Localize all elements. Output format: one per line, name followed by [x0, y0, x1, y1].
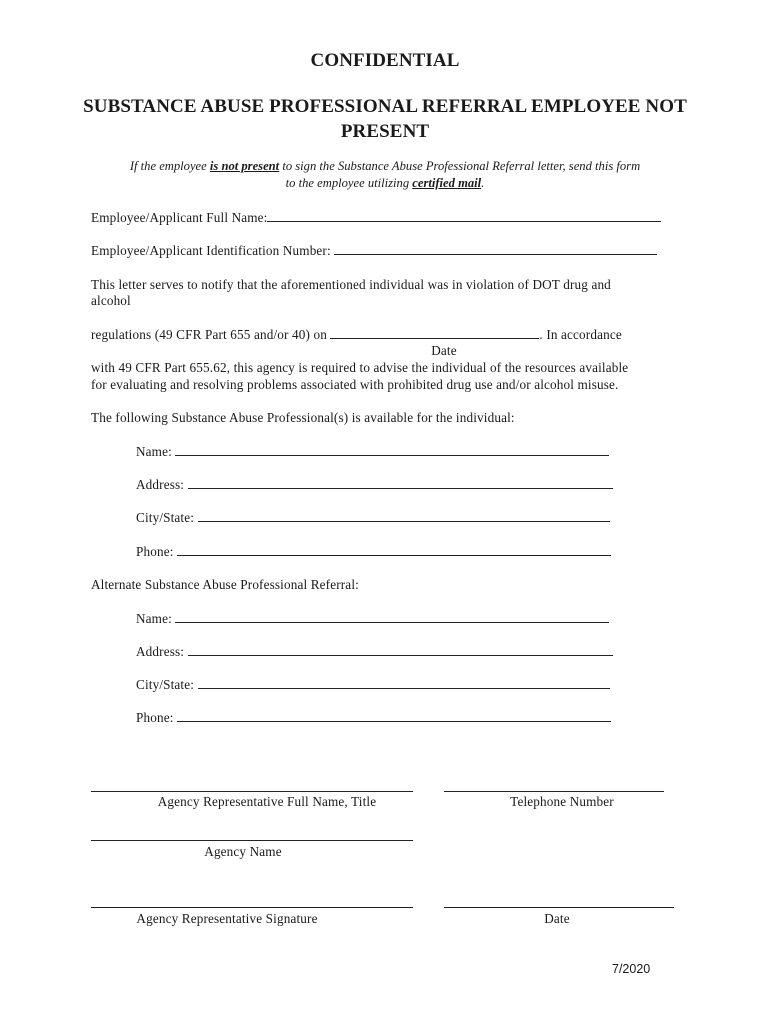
sap-address-input-line[interactable] — [188, 477, 613, 489]
alt-sap-address-input-line[interactable] — [188, 644, 613, 656]
regulations-paragraph-line2: with 49 CFR Part 655.62, this agency is required to advise the individual of the resources available — [91, 360, 629, 375]
alt-sap-name-input-line[interactable] — [175, 611, 609, 623]
sap-city-state-row — [136, 510, 610, 526]
alt-sap-city-state-label: City/State: — [136, 677, 195, 692]
alt-sap-city-state-row — [136, 677, 610, 693]
sap-city-state-label: City/State: — [136, 510, 195, 525]
intro-emphasis-certified-mail: certified mail — [412, 176, 482, 190]
sap-intro: The following Substance Abuse Professional(s) is available for the individual: — [91, 410, 515, 425]
regulations-line — [91, 327, 622, 343]
intro-emphasis-not-present: is not present — [209, 159, 280, 173]
alt-sap-phone-input-line[interactable] — [177, 710, 611, 722]
document-title: CONFIDENTIAL — [310, 50, 460, 71]
document-subtitle-line1: SUBSTANCE ABUSE PROFESSIONAL REFERRAL EMPLOYEE NOT — [83, 96, 687, 117]
telephone-line[interactable] — [444, 791, 664, 792]
document-subtitle-line2: PRESENT — [340, 121, 430, 142]
regulations-text: regulations (49 CFR Part 655 and/or 40) on — [91, 327, 331, 342]
revision-date: 7/2020 — [612, 962, 651, 976]
intro-text: to sign the Substance Abuse Professional Referral letter, send this form — [279, 159, 641, 173]
intro-text: If the employee — [129, 159, 210, 173]
intro-text: to the employee utilizing — [285, 176, 413, 190]
signature-date-caption: Date — [544, 911, 570, 926]
sap-city-state-input-line[interactable] — [198, 510, 610, 522]
rep-signature-line[interactable] — [91, 907, 413, 908]
alt-sap-address-label: Address: — [136, 644, 185, 659]
regulations-paragraph-line3: for evaluating and resolving problems associated with prohibited drug use and/or alcohol misuse. — [91, 377, 619, 392]
alt-sap-city-state-input-line[interactable] — [198, 677, 610, 689]
signature-date-line[interactable] — [444, 907, 674, 908]
notice-paragraph-line2: alcohol — [91, 293, 131, 308]
intro-text: . — [481, 176, 485, 190]
full-name-label: Employee/Applicant Full Name: — [91, 210, 268, 225]
notice-paragraph-line1: This letter serves to notify that the aforementioned individual was in violation of DOT drug and — [91, 277, 611, 292]
intro-line1 — [0, 159, 770, 174]
rep-name-title-line[interactable] — [91, 791, 413, 792]
regulations-text-end: . In accordance — [539, 327, 622, 342]
id-number-input-line[interactable] — [334, 243, 657, 255]
id-number-field-row — [91, 243, 657, 259]
sap-name-input-line[interactable] — [175, 444, 609, 456]
sap-phone-input-line[interactable] — [177, 544, 611, 556]
full-name-field-row — [91, 210, 661, 226]
rep-signature-caption: Agency Representative Signature — [136, 911, 318, 926]
sap-name-row — [136, 444, 609, 460]
date-caption: Date — [431, 343, 457, 358]
alt-sap-name-label: Name: — [136, 611, 172, 626]
intro-line2 — [0, 176, 770, 191]
alt-sap-address-row — [136, 644, 613, 660]
rep-name-title-caption: Agency Representative Full Name, Title — [157, 794, 377, 809]
violation-date-input-line[interactable] — [330, 327, 539, 339]
agency-name-caption: Agency Name — [204, 844, 282, 859]
agency-name-line[interactable] — [91, 840, 413, 841]
id-number-label: Employee/Applicant Identification Number: — [91, 243, 331, 258]
alt-sap-phone-row — [136, 710, 611, 726]
sap-phone-label: Phone: — [136, 544, 174, 559]
sap-address-row — [136, 477, 613, 493]
sap-phone-row — [136, 544, 611, 560]
alt-sap-phone-label: Phone: — [136, 710, 174, 725]
alternate-sap-intro: Alternate Substance Abuse Professional Referral: — [91, 577, 359, 592]
sap-address-label: Address: — [136, 477, 185, 492]
full-name-input-line[interactable] — [267, 210, 661, 222]
telephone-caption: Telephone Number — [510, 794, 614, 809]
sap-name-label: Name: — [136, 444, 172, 459]
alt-sap-name-row — [136, 611, 609, 627]
